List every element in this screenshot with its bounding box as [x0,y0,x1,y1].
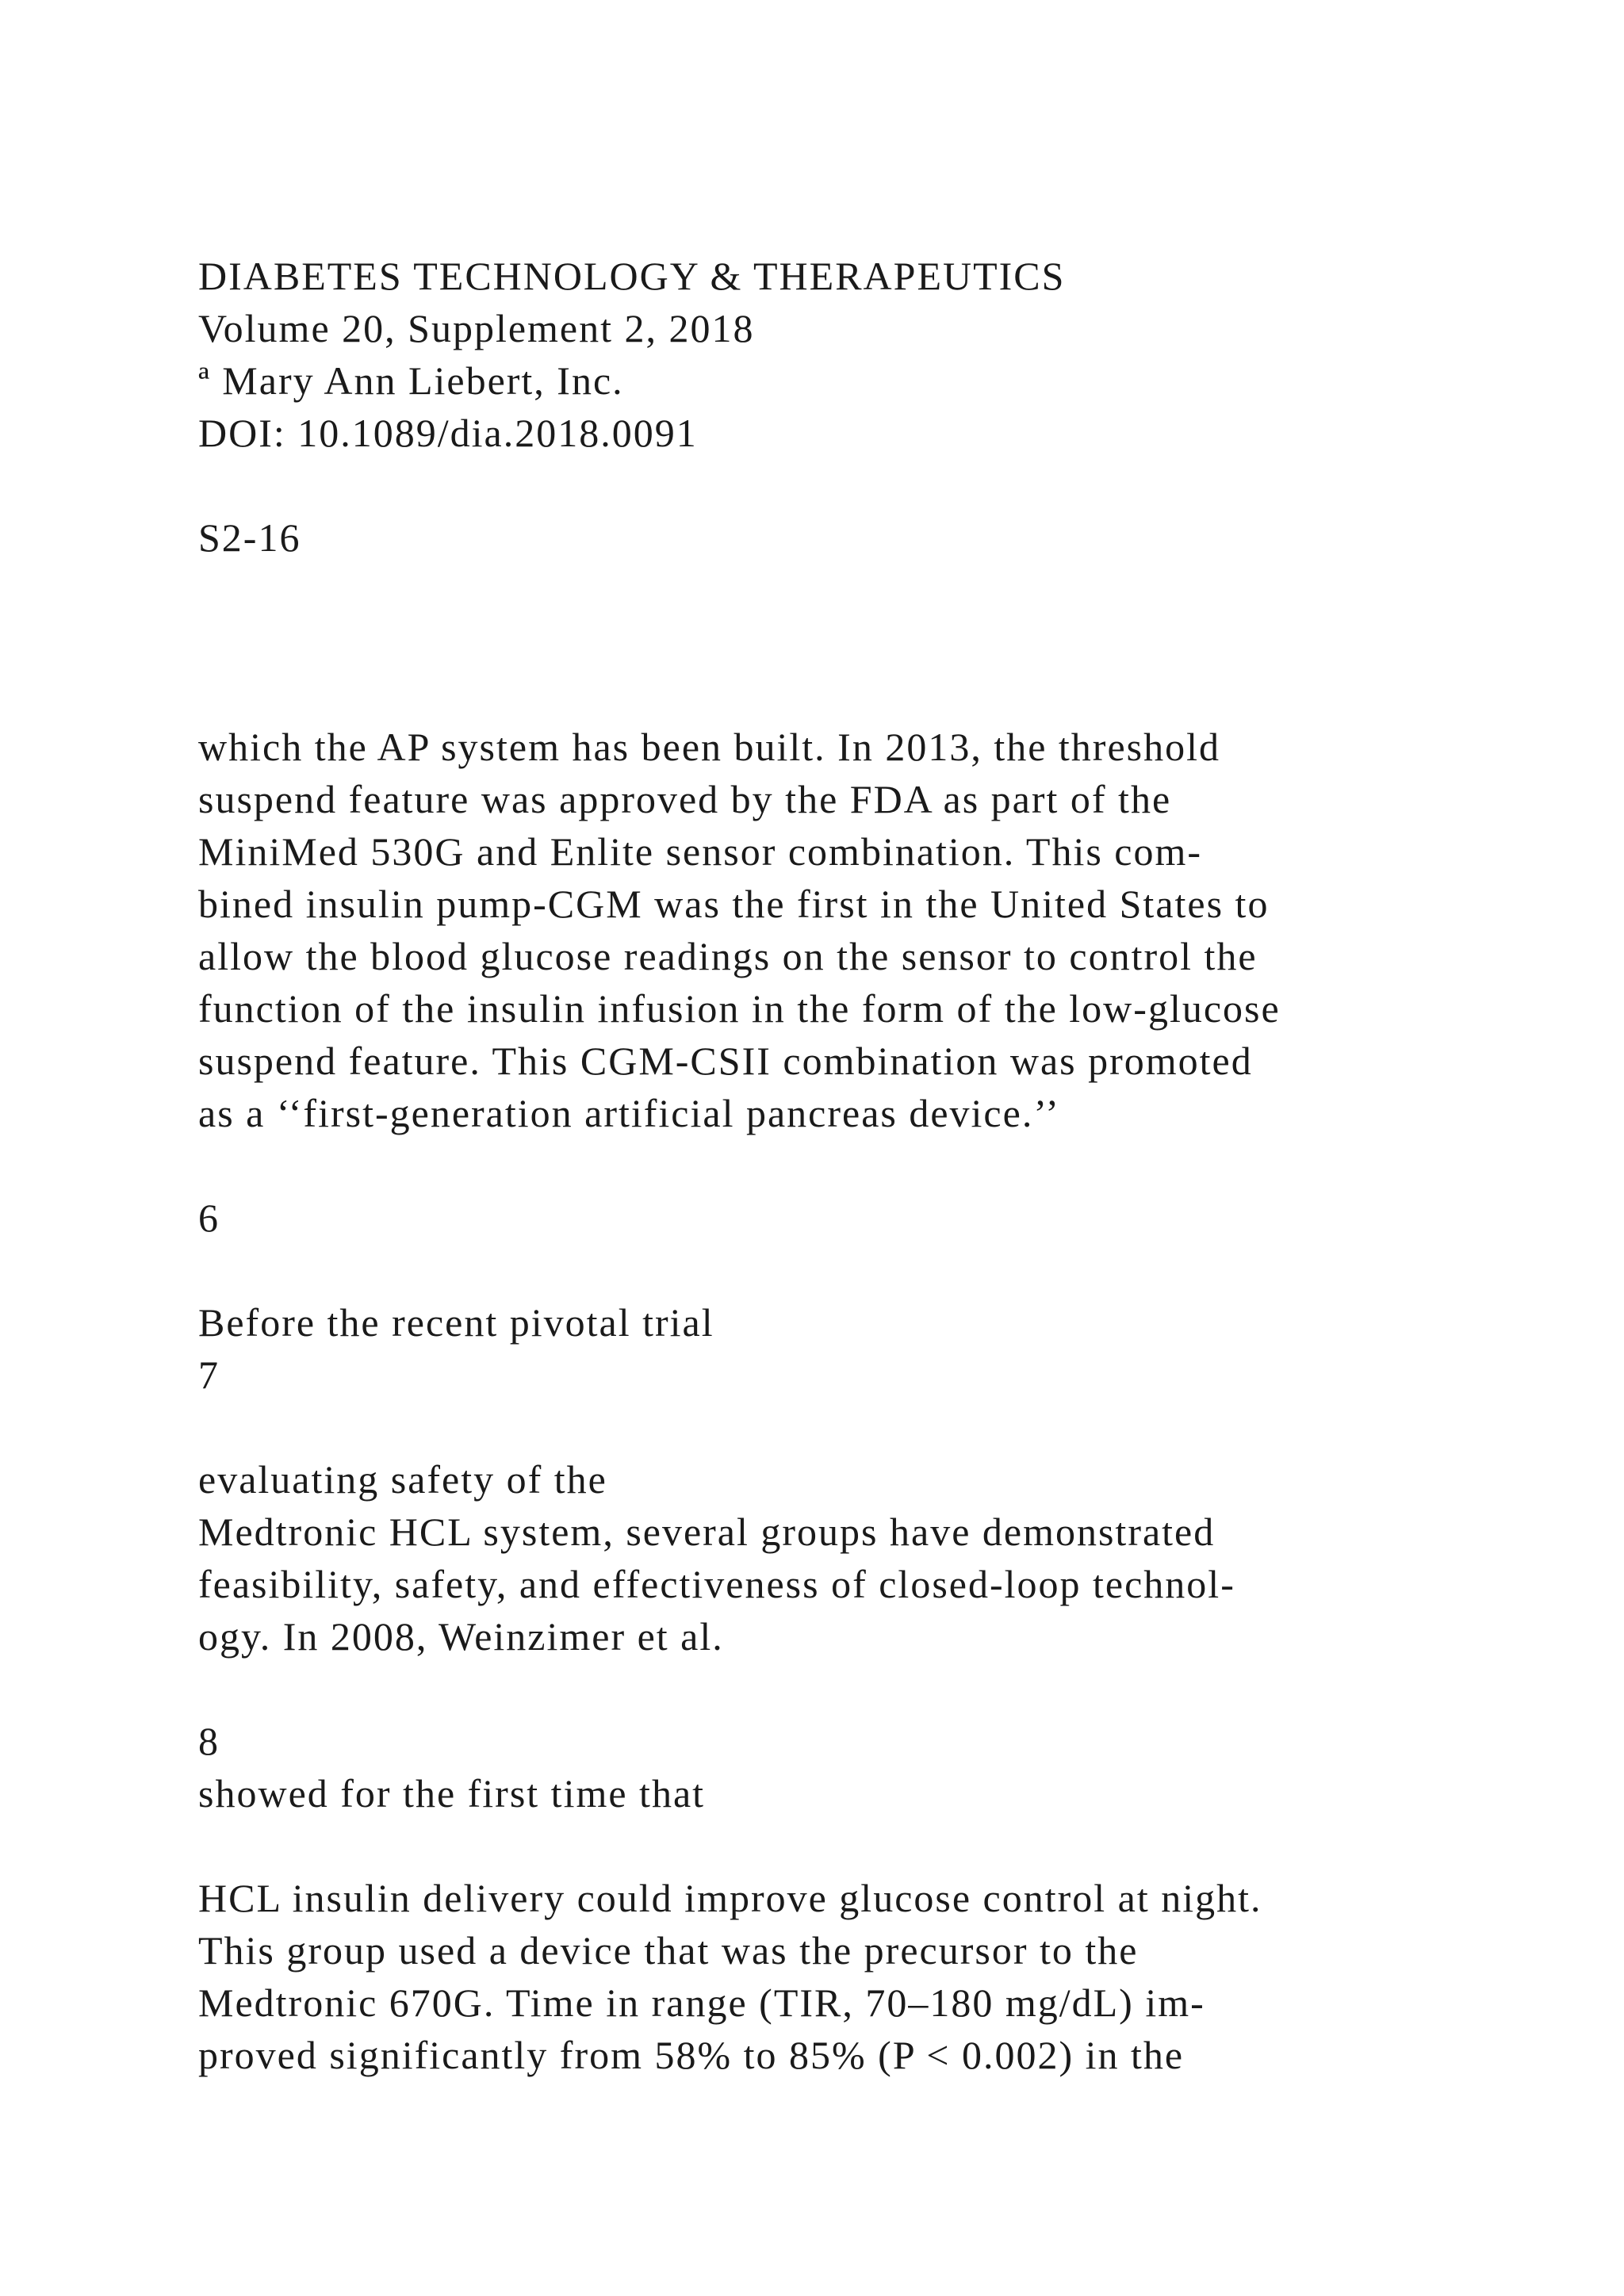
body-line: Medtronic HCL system, several groups have demonstrated [198,1510,1216,1554]
body-line: as a ‘‘first-generation artificial pancreas device.’’ [198,1091,1060,1135]
journal-title: DIABETES TECHNOLOGY & THERAPEUTICS [198,254,1066,298]
publisher-line: ª Mary Ann Liebert, Inc. [198,358,624,403]
body-line: HCL insulin delivery could improve glucose control at night. [198,1876,1262,1920]
body-line: showed for the first time that [198,1771,706,1816]
body-line: which the AP system has been built. In 2013, the threshold [198,725,1220,769]
reference-number: 8 [198,1719,220,1763]
body-line: ogy. In 2008, Weinzimer et al. [198,1614,724,1659]
page-number: S2-16 [198,515,301,560]
reference-number: 7 [198,1353,220,1397]
body-line: suspend feature. This CGM-CSII combination was promoted [198,1039,1253,1083]
body-line: This group used a device that was the precursor to the [198,1928,1139,1973]
body-line: MiniMed 530G and Enlite sensor combination. This com- [198,829,1203,874]
body-line: bined insulin pump-CGM was the first in the United States to [198,882,1270,926]
body-line: allow the blood glucose readings on the sensor to control the [198,934,1258,978]
volume-line: Volume 20, Supplement 2, 2018 [198,306,755,350]
body-line: feasibility, safety, and effectiveness of closed-loop technol- [198,1562,1235,1606]
body-line: Medtronic 670G. Time in range (TIR, 70–180 mg/dL) im- [198,1980,1205,2025]
body-line: proved significantly from 58% to 85% (P < 0.002) in the [198,2033,1185,2077]
body-line: suspend feature was approved by the FDA as part of the [198,777,1172,821]
body-line: function of the insulin infusion in the form of the low-glucose [198,986,1281,1031]
body-line: evaluating safety of the [198,1457,607,1502]
doi-line: DOI: 10.1089/dia.2018.0091 [198,411,698,455]
reference-number: 6 [198,1196,220,1240]
body-line: Before the recent pivotal trial [198,1300,714,1345]
